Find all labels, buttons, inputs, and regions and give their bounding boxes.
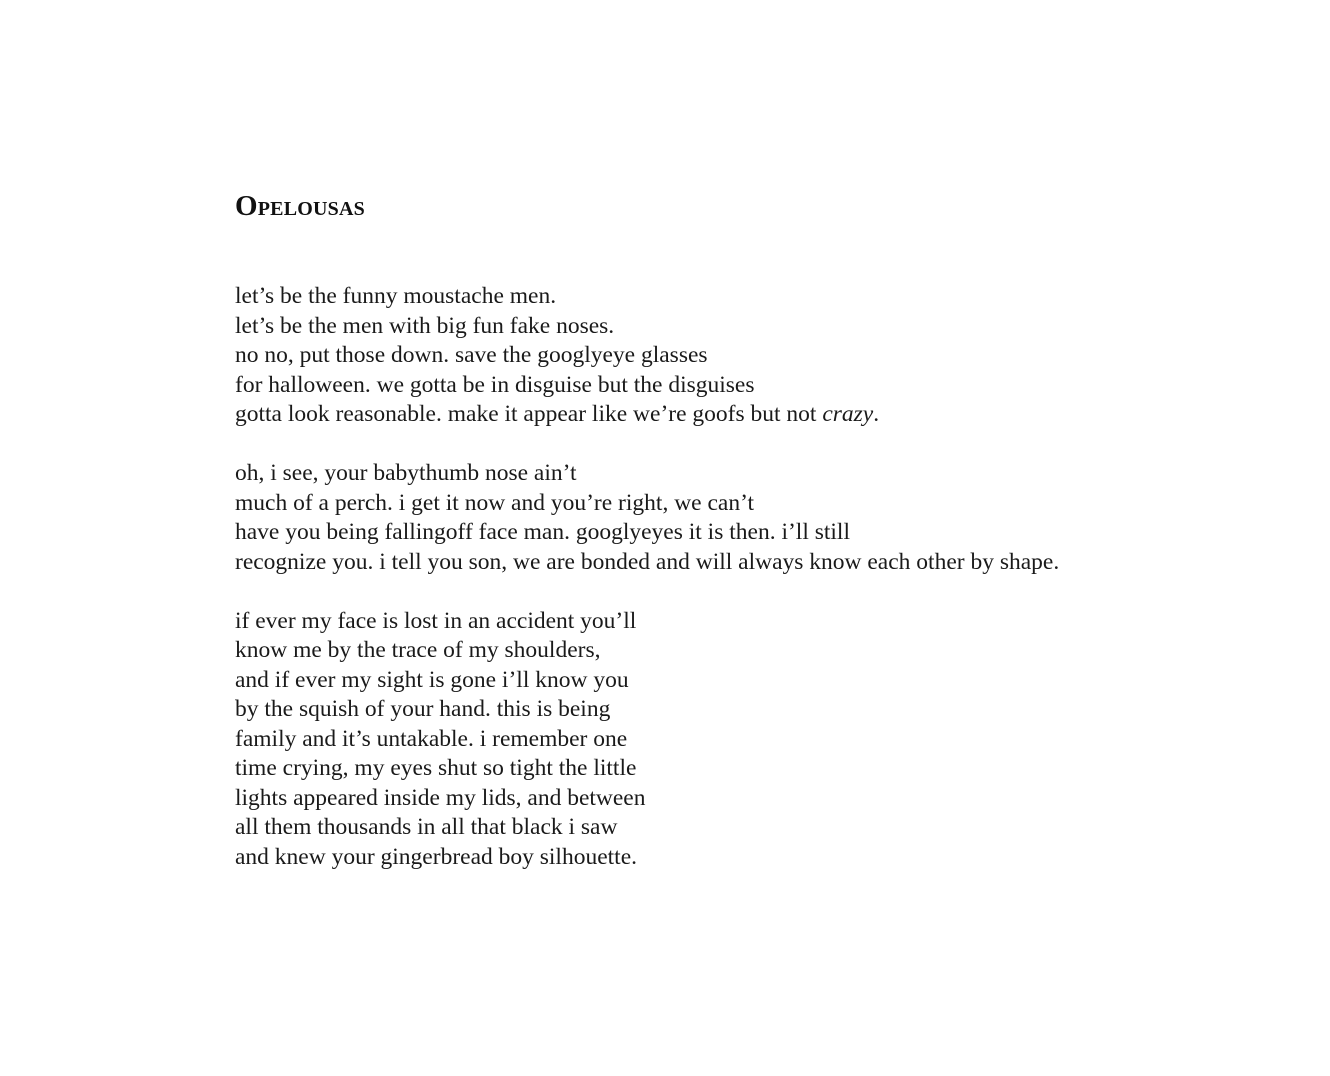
poem-line: let’s be the funny moustache men. (235, 283, 557, 309)
poem-body (235, 282, 1235, 872)
poem-line (235, 400, 1235, 430)
poem-line: know me by the trace of my shoulders, (235, 637, 601, 663)
stanza-1 (235, 282, 1235, 430)
poem-line-text: gotta look reasonable. make it appear like we’re goofs but not (235, 401, 823, 427)
poem-line: let’s be the men with big fun fake noses. (235, 312, 615, 339)
poem-line: for halloween. we gotta be in disguise but the disguises (235, 371, 755, 398)
poem-line: lights appeared inside my lids, and between (235, 784, 646, 811)
stanza-2 (235, 459, 1235, 577)
poem-line-punctuation: . (873, 401, 880, 427)
poem-line: all them thousands in all that black i saw (235, 814, 618, 840)
poem-line: recognize you. i tell you son, we are bonded and will always know each other by shape. (235, 548, 1060, 575)
poem-line: family and it’s untakable. i remember one (235, 725, 628, 752)
poem-line: no no, put those down. save the googlyeye glasses (235, 342, 708, 368)
poem-line: oh, i see, your babythumb nose ain’t (235, 460, 577, 486)
poem-line: and if ever my sight is gone i’ll know you (235, 666, 629, 693)
stanza-3 (235, 607, 1235, 873)
poem-line: time crying, my eyes shut so tight the little (235, 755, 637, 781)
poem-line: and knew your gingerbread boy silhouette. (235, 843, 638, 870)
italic-word: crazy (822, 401, 874, 427)
poem-line: have you being fallingoff face man. googlyeyes it is then. i’ll still (235, 519, 850, 545)
poem-title: Opelousas (235, 190, 365, 222)
poem-line: by the squish of your hand. this is being (235, 696, 611, 722)
poem-line: much of a perch. i get it now and you’re right, we can’t (235, 489, 755, 516)
poem-line: if ever my face is lost in an accident you’ll (235, 607, 637, 634)
